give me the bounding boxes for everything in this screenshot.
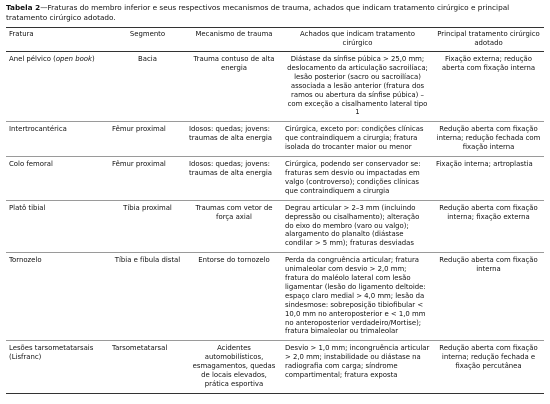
header-tratamento: Principal tratamento cirúrgico adotado [433, 28, 544, 52]
cell-tratamento: Redução aberta com fixação interna; redução fechada e fixação percutânea [433, 341, 544, 394]
table-row [6, 157, 544, 201]
header-achados: Achados que indicam tratamento cirúrgico [282, 28, 433, 52]
cell-achados: Perda da congruência articular; fratura unimaleolar com desvio > 2,0 mm; fratura do maléolo lateral com lesão ligamentar (lesão do ligamento deltoide: espaço claro medial > 4,0 mm; lesão da sindesmose: sobreposição tibiofibular < 10,0 mm no anteroposterior e < 1,0 mm no anteroposterior verdadeiro/Mortise); fratura bimaleolar ou trimaleolar [282, 253, 433, 341]
cell-segmento: Tíbia e fíbula distal [109, 253, 186, 341]
table-caption [6, 3, 544, 22]
cell-achados: Degrau articular > 2–3 mm (incluindo depressão ou cisalhamento); alteração do eixo do membro (varo ou valgo); alargamento do planalto (diástase condilar > 5 mm); fraturas desviadas [282, 200, 433, 253]
cell-mecanismo: Acidentes automobilísticos, esmagamentos, quedas de locais elevados, prática esportiva [186, 341, 282, 394]
cell-tratamento: Redução aberta com fixação interna; fixação externa [433, 200, 544, 253]
cell-mecanismo: Trauma contuso de alta energia [186, 52, 282, 122]
table-caption-label: Tabela 2 [6, 3, 41, 12]
cell-fratura [6, 52, 109, 122]
table-row [6, 52, 544, 122]
cell-mecanismo: Traumas com vetor de força axial [186, 200, 282, 253]
cell-achados: Desvio > 1,0 mm; incongruência articular > 2,0 mm; instabilidade ou diástase na radiografia com carga; síndrome compartimental; fratura exposta [282, 341, 433, 394]
table-row [6, 200, 544, 253]
cell-fratura-text: Anel pélvico ( [9, 55, 56, 63]
cell-fratura: Lesões tarsometatarsais (Lisfranc) [6, 341, 109, 394]
cell-achados: Diástase da sínfise púbica > 25,0 mm; deslocamento da articulação sacroilíaca; lesão posterior (sacro ou sacroilíaca) associada a lesão anterior (fratura dos ramos ou abertura da sínfise púbica) – com exceção a cisalhamento lateral tipo 1 [282, 52, 433, 122]
table-row [6, 122, 544, 157]
cell-fratura: Platô tibial [6, 200, 109, 253]
header-mecanismo: Mecanismo de trauma [186, 28, 282, 52]
header-segmento: Segmento [109, 28, 186, 52]
cell-fratura: Tornozelo [6, 253, 109, 341]
cell-tratamento: Redução aberta com fixação interna [433, 253, 544, 341]
table-row [6, 253, 544, 341]
cell-tratamento: Fixação externa; redução aberta com fixação interna [433, 52, 544, 122]
table-caption-text: —Fraturas do membro inferior e seus respectivos mecanismos de trauma, achados que indicam tratamento cirúrgico e principal tratamento cirúrgico adotado. [6, 3, 510, 22]
cell-fratura: Colo femoral [6, 157, 109, 201]
cell-segmento: Fêmur proximal [109, 157, 186, 201]
cell-fratura: Intertrocantérica [6, 122, 109, 157]
table-row [6, 341, 544, 394]
cell-tratamento: Redução aberta com fixação interna; redução fechada com fixação interna [433, 122, 544, 157]
cell-achados: Cirúrgica, podendo ser conservador se: fraturas sem desvio ou impactadas em valgo (controverso); condições clínicas que contraindiquem a cirurgia [282, 157, 433, 201]
cell-mecanismo: Idosos: quedas; jovens: traumas de alta energia [186, 122, 282, 157]
fractures-table [6, 27, 544, 394]
cell-mecanismo: Entorse do tornozelo [186, 253, 282, 341]
cell-segmento: Tarsometatarsal [109, 341, 186, 394]
header-fratura: Fratura [6, 28, 109, 52]
cell-segmento: Bacia [109, 52, 186, 122]
cell-mecanismo: Idosos: quedas; jovens: traumas de alta energia [186, 157, 282, 201]
cell-fratura-italic: open book [55, 55, 93, 63]
cell-tratamento: Fixação interna; artroplastia [433, 157, 544, 201]
table-header-row [6, 28, 544, 52]
cell-segmento: Tíbia proximal [109, 200, 186, 253]
cell-fratura-tail: ) [92, 55, 95, 63]
cell-achados: Cirúrgica, exceto por: condições clínicas que contraindiquem a cirurgia; fratura isolada do trocanter maior ou menor [282, 122, 433, 157]
cell-segmento: Fêmur proximal [109, 122, 186, 157]
